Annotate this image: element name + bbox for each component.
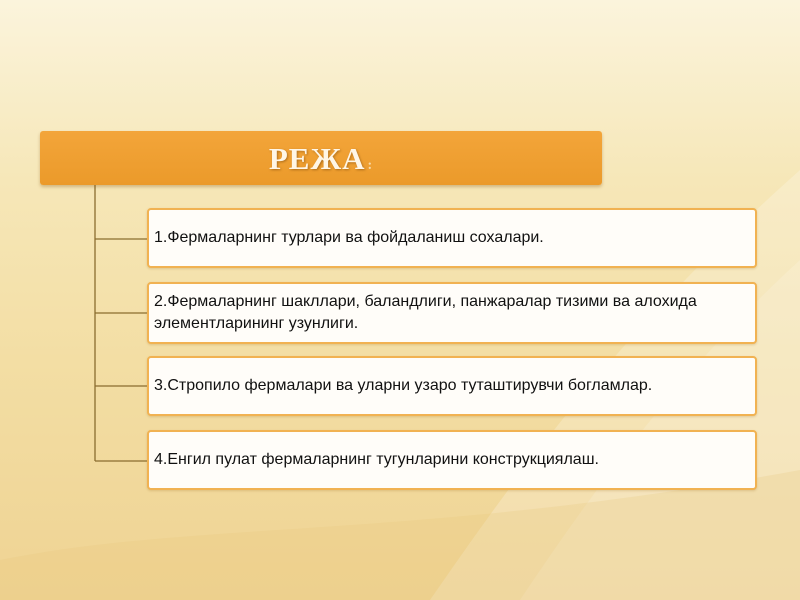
plan-item-4 — [147, 430, 757, 490]
plan-header — [40, 131, 602, 185]
plan-item-3 — [147, 356, 757, 416]
plan-title-text: РЕЖА — [268, 141, 366, 176]
plan-title — [40, 141, 602, 177]
plan-item-text: 2.Фермаларнинг шакллари, баландлиги, панжаралар тизими ва алохида элементларининг узунлиги. — [154, 293, 697, 332]
plan-item-text: 4.Енгил пулат фермаларнинг тугунларини конструкциялаш. — [154, 451, 599, 468]
plan-item-1 — [147, 208, 757, 268]
plan-item-text: 1.Фермаларнинг турлари ва фойдаланиш сохалари. — [154, 229, 544, 246]
plan-item-2 — [147, 282, 757, 344]
plan-title-colon: : — [367, 158, 374, 173]
plan-item-text: 3.Стропило фермалари ва уларни узаро туташтирувчи богламлар. — [154, 377, 653, 394]
